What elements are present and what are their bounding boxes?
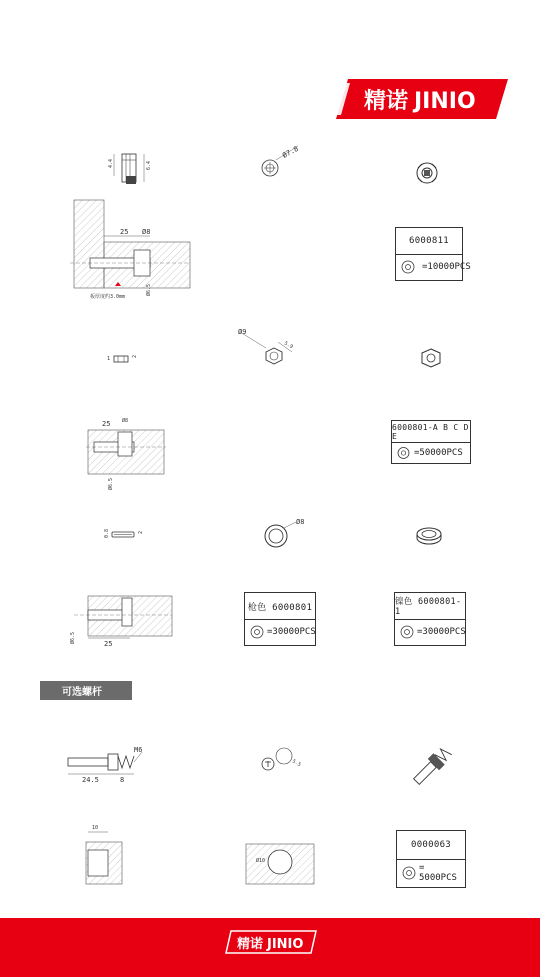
screw-3d-view [404,738,460,794]
screw-top-view [256,742,306,780]
part-top-view-1 [258,140,310,182]
part-icon [402,866,416,880]
product-code: 镍色 6000801-1 [395,593,465,620]
spec-box-3b [394,592,466,646]
dim-label: Ø6.5 [146,283,152,296]
part-icon [400,625,414,639]
product-code: 6000801-A B C D E [392,421,470,443]
screw-side-view [62,744,152,790]
part-3d-view-1 [412,158,442,188]
footer-name-cn: 精诺 [237,937,264,952]
quantity: =30000PCS [267,627,316,637]
dim-label: Ø6.5 [70,631,76,644]
dia-label: Ø9 [238,328,247,336]
product-code: 6000811 [396,228,462,255]
screw-hole-top [244,838,316,888]
product-code: 枪色 6000801 [245,593,315,620]
dim-label: 24.5 [82,776,99,784]
quantity: =10000PCS [422,262,471,272]
part-3d-view-3 [414,524,444,548]
part-icon [250,625,264,639]
dim-label: 5.9 [283,340,294,351]
dim-label: Ø8 [122,418,129,424]
quantity: = 5000PCS [419,863,457,883]
brand-name-en: JINIO [414,89,476,114]
quantity: =30000PCS [417,627,466,637]
dim-label: 10 [92,825,99,831]
section-drawing-2 [86,412,166,492]
quantity: =50000PCS [414,447,463,458]
spec-box-screw [396,830,466,888]
dim-label: 4.4 [108,158,114,168]
spec-box-3a [244,592,316,646]
spec-box-2 [391,420,471,464]
section-note: 板厚度约3.0mm [90,294,126,300]
part-icon [397,446,410,459]
dim-label: 6.4 [146,160,152,170]
section-drawing-3 [64,590,174,650]
dim-label: M6 [134,746,143,754]
spec-box-1 [395,227,471,281]
dia-label: Ø7.8 [281,144,300,160]
dim-label: 1 [107,356,111,362]
footer-logo [225,930,317,954]
dim-label: 0.8 [104,528,110,538]
part-side-view-2 [104,346,140,370]
part-3d-view-2 [419,347,443,369]
dim-label: 8 [120,776,125,784]
dim-label: Ø6.5 [108,477,114,490]
dia-label: Ø8 [296,518,305,526]
section-label-optional-screw: 可选螺杆 [40,681,132,700]
section-drawing-1 [70,198,190,303]
dim-label: Ø8 [142,228,151,236]
part-side-view-1 [108,146,158,190]
part-side-view-3 [100,520,150,550]
product-code: 0000063 [397,831,465,860]
brand-name-cn: 精诺 [364,89,409,114]
brand-logo [336,79,508,119]
dim-label: 5.5 [291,758,302,769]
screw-hole-drawing [82,820,126,890]
dim-label: 2 [132,354,138,358]
part-top-view-2 [236,326,296,372]
part-icon [401,260,415,274]
dim-label: 25 [102,420,111,428]
part-top-view-3 [262,514,314,554]
dim-label: 2 [138,530,144,534]
dim-label: 25 [120,228,129,236]
footer-name-en: JINIO [267,937,304,952]
dim-label: Ø10 [256,858,266,864]
dim-label: 25 [104,640,113,648]
